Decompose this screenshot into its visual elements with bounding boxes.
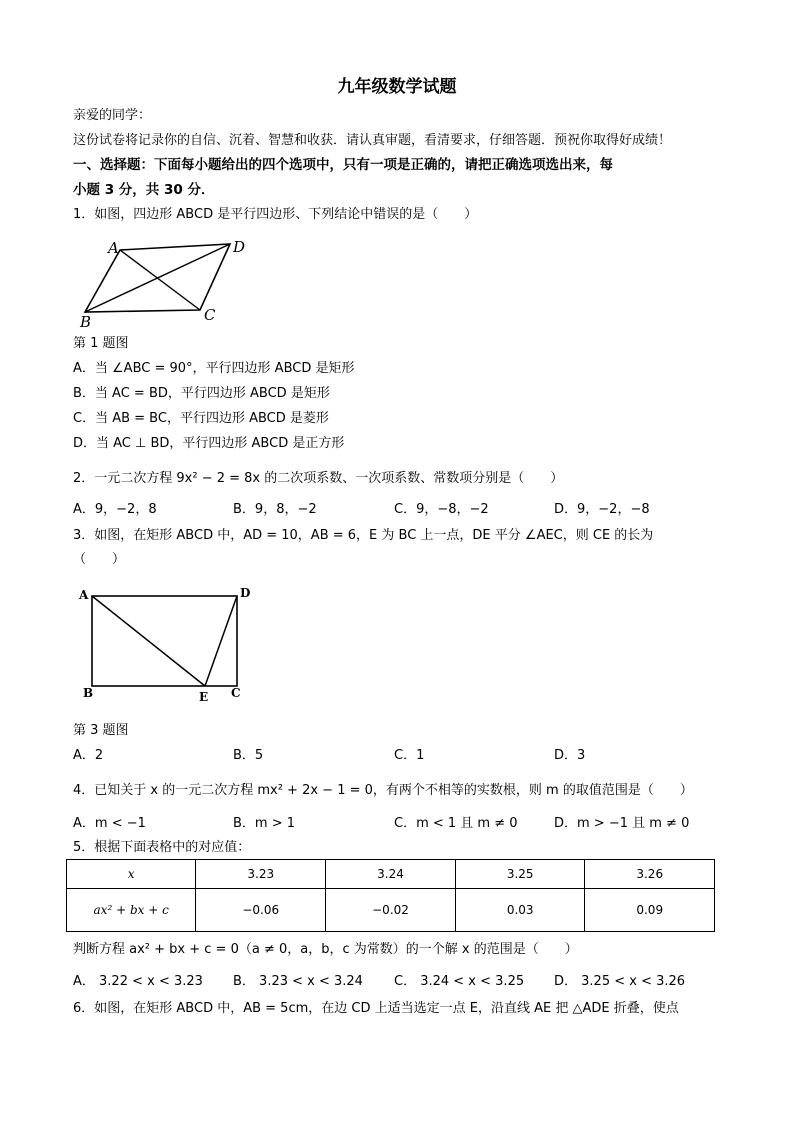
table-cell: 3.24 [326,860,456,889]
q3-figure-caption: 第 3 题图 [73,723,129,738]
q5-option-c: C． 3.24 < x < 3.25 [394,974,525,989]
q4-option-b: B．m > 1 [233,816,296,831]
q4-stem: 4．已知关于 x 的一元二次方程 mx² + 2x − 1 = 0，有两个不相等的实数根，则 m 的取值范围是（ ） [73,783,693,798]
q3-option-a: A．2 [73,748,104,763]
q1-figure-caption: 第 1 题图 [73,336,129,351]
q2-option-c: C．9，−8，−2 [394,502,489,517]
q4-option-d: D．m > −1 且 m ≠ 0 [554,816,690,831]
table-row [67,860,715,889]
q1-parallelogram-figure [70,232,260,330]
q1-option-b: B．当 AC = BD，平行四边形 ABCD 是矩形 [73,386,330,401]
q1-option-d: D．当 AC ⊥ BD，平行四边形 ABCD 是正方形 [73,436,345,451]
q2-option-a: A．9，−2，8 [73,502,157,517]
label-d: D [240,586,251,600]
label-c: C [204,306,216,324]
q3-stem-line1: 3．如图，在矩形 ABCD 中，AD = 10，AB = 6，E 为 BC 上一点，DE 平分 ∠AEC，则 CE 的长为 [73,528,654,543]
q3-rectangle-figure [74,583,254,709]
table-row [67,889,715,932]
table-cell: 0.03 [455,889,585,932]
q1-option-a: A．当 ∠ABC = 90°，平行四边形 ABCD 是矩形 [73,361,355,376]
section-heading-line1: 一、选择题：下面每小题给出的四个选项中，只有一项是正确的，请把正确选项选出来，每 [73,157,613,173]
q5-stem: 5．根据下面表格中的对应值： [73,840,251,855]
table-cell: −0.02 [326,889,456,932]
q4-option-a: A．m < −1 [73,816,146,831]
label-b: B [83,686,94,700]
table-cell: x [67,860,196,889]
label-b: B [80,313,92,330]
label-a: A [108,239,119,257]
q3-stem-line2: （ ） [73,552,126,567]
intro-text: 这份试卷将记录你的自信、沉着、智慧和收获．请认真审题，看清要求，仔细答题．预祝你取得好成绩！ [73,133,672,148]
q5-question: 判断方程 ax² + bx + c = 0（a ≠ 0，a，b，c 为常数）的一个解 x 的范围是（ ） [73,942,578,957]
label-c: C [231,686,241,700]
segment-ae [92,596,205,686]
label-e: E [199,690,209,704]
q3-option-c: C．1 [394,748,425,763]
section-heading-line2: 小题 3 分，共 30 分． [73,182,215,198]
greeting: 亲爱的同学： [73,108,152,123]
label-d: D [233,238,246,256]
segment-de [205,596,237,686]
diagonal-bd [85,244,230,312]
page-title: 九年级数学试题 [337,77,457,97]
q5-option-b: B． 3.23 < x < 3.24 [233,974,363,989]
q2-option-b: B．9，8，−2 [233,502,317,517]
q1-stem: 1．如图，四边形 ABCD 是平行四边形、下列结论中错误的是（ ） [73,207,478,222]
table-cell: 3.25 [455,860,585,889]
q2-option-d: D．9，−2，−8 [554,502,650,517]
label-a: A [79,588,89,602]
q5-value-table [66,859,715,932]
table-cell: −0.06 [196,889,326,932]
rectangle-outline [92,596,237,686]
table-cell: 3.23 [196,860,326,889]
table-cell: 0.09 [585,889,715,932]
q5-option-d: D． 3.25 < x < 3.26 [554,974,686,989]
q4-option-c: C．m < 1 且 m ≠ 0 [394,816,518,831]
diagonal-ac [120,250,200,310]
q6-stem: 6．如图，在矩形 ABCD 中，AB = 5cm，在边 CD 上适当选定一点 E，沿直线 AE 把 △ADE 折叠，使点 [73,1001,679,1016]
q5-option-a: A． 3.22 < x < 3.23 [73,974,203,989]
q2-stem: 2．一元二次方程 9x² − 2 = 8x 的二次项系数、一次项系数、常数项分别是（ ） [73,471,564,486]
q3-option-b: B．5 [233,748,264,763]
q3-option-d: D．3 [554,748,586,763]
q1-option-c: C．当 AB = BC，平行四边形 ABCD 是菱形 [73,411,329,426]
table-cell: ax² + bx + c [67,889,196,932]
table-cell: 3.26 [585,860,715,889]
